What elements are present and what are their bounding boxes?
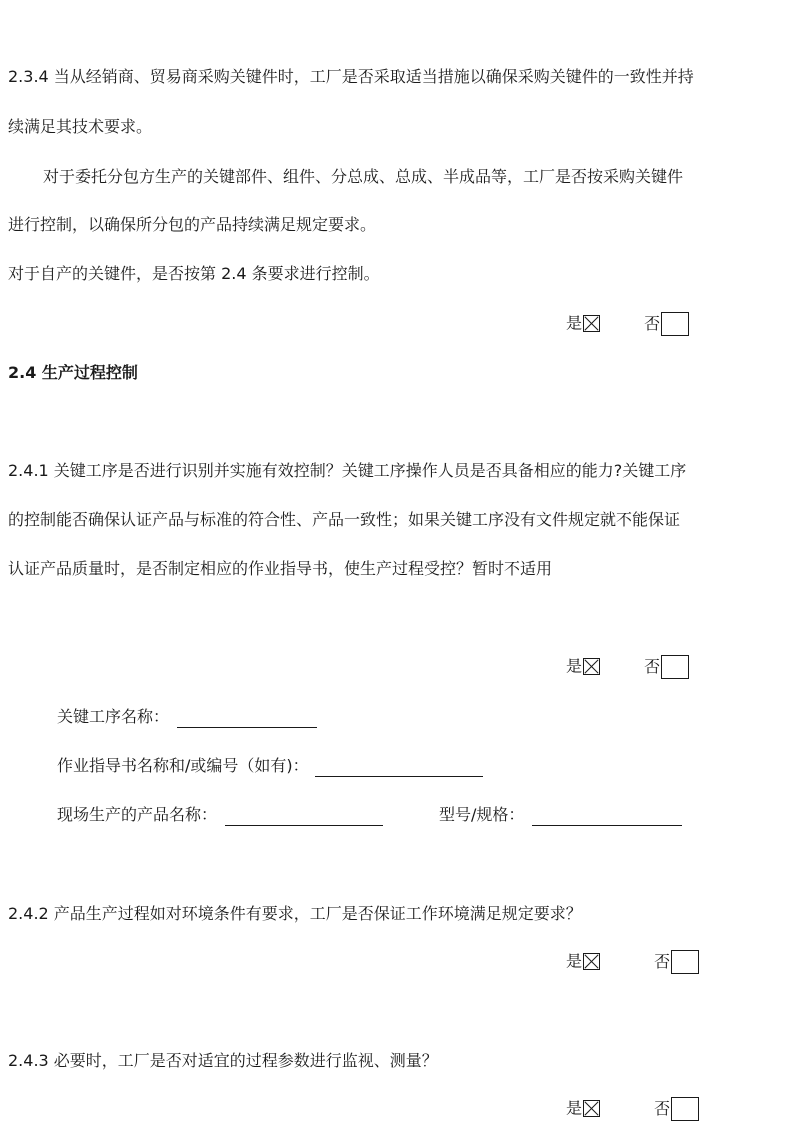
yes-label: 是 — [566, 656, 583, 676]
clause-2-3-4-line-2: 续满足其技术要求。 — [8, 117, 153, 136]
model-label: 型号/规格： — [439, 805, 525, 824]
checked-checkbox-icon[interactable] — [583, 953, 600, 970]
clause-2-3-4-line-5: 对于自产的关键件，是否按第 2.4 条要求进行控制。 — [8, 264, 380, 283]
product-name-field — [57, 804, 383, 826]
clause-2-3-4-line-3: 对于委托分包方生产的关键部件、组件、分总成、总成、半成品等，工厂是否按采购关键件 — [43, 167, 684, 186]
clause-2-3-4-line-1: 2.3.4 当从经销商、贸易商采购关键件时，工厂是否采取适当措施以确保采购关键件的一致性并持 — [8, 67, 694, 86]
process-name-label: 关键工序名称： — [57, 707, 170, 726]
clause-2-3-4-line-4: 进行控制，以确保所分包的产品持续满足规定要求。 — [8, 215, 377, 234]
yes-label: 是 — [566, 1098, 583, 1118]
model-blank[interactable] — [532, 807, 682, 826]
clause-2-4-3: 2.4.3 必要时，工厂是否对适宜的过程参数进行监视、测量？ — [8, 1051, 438, 1070]
empty-checkbox[interactable] — [671, 1097, 699, 1121]
process-name-field — [57, 706, 317, 728]
clause-2-4-1-line-3: 认证产品质量时，是否制定相应的作业指导书，使生产过程受控？暂时不适用 — [8, 559, 553, 578]
instruction-field — [57, 755, 483, 777]
process-name-blank[interactable] — [177, 709, 317, 728]
answer-2-4-1 — [566, 653, 689, 680]
empty-checkbox[interactable] — [661, 312, 689, 336]
product-name-blank[interactable] — [225, 807, 383, 826]
product-name-label: 现场生产的产品名称： — [57, 805, 218, 824]
no-label: 否 — [654, 951, 671, 971]
no-label: 否 — [654, 1098, 671, 1118]
instruction-label: 作业指导书名称和/或编号（如有)： — [57, 756, 309, 775]
clause-2-4-1-line-2: 的控制能否确保认证产品与标准的符合性、产品一致性；如果关键工序没有文件规定就不能保证 — [8, 510, 681, 529]
checked-checkbox-icon[interactable] — [583, 1100, 600, 1117]
answer-2-4-2 — [566, 948, 699, 975]
empty-checkbox[interactable] — [661, 655, 689, 679]
clause-2-4-2: 2.4.2 产品生产过程如对环境条件有要求，工厂是否保证工作环境满足规定要求？ — [8, 904, 582, 923]
instruction-blank[interactable] — [315, 758, 483, 777]
checked-checkbox-icon[interactable] — [583, 315, 600, 332]
no-label: 否 — [644, 656, 661, 676]
section-heading-2-4: 2.4 生产过程控制 — [8, 363, 138, 382]
yes-label: 是 — [566, 951, 583, 971]
answer-2-3-4 — [566, 310, 689, 337]
checked-checkbox-icon[interactable] — [583, 658, 600, 675]
no-label: 否 — [644, 313, 661, 333]
clause-2-4-1-line-1: 2.4.1 关键工序是否进行识别并实施有效控制？关键工序操作人员是否具备相应的能力?关键工序 — [8, 461, 687, 480]
empty-checkbox[interactable] — [671, 950, 699, 974]
yes-label: 是 — [566, 313, 583, 333]
model-field — [439, 804, 682, 826]
answer-2-4-3 — [566, 1095, 699, 1122]
